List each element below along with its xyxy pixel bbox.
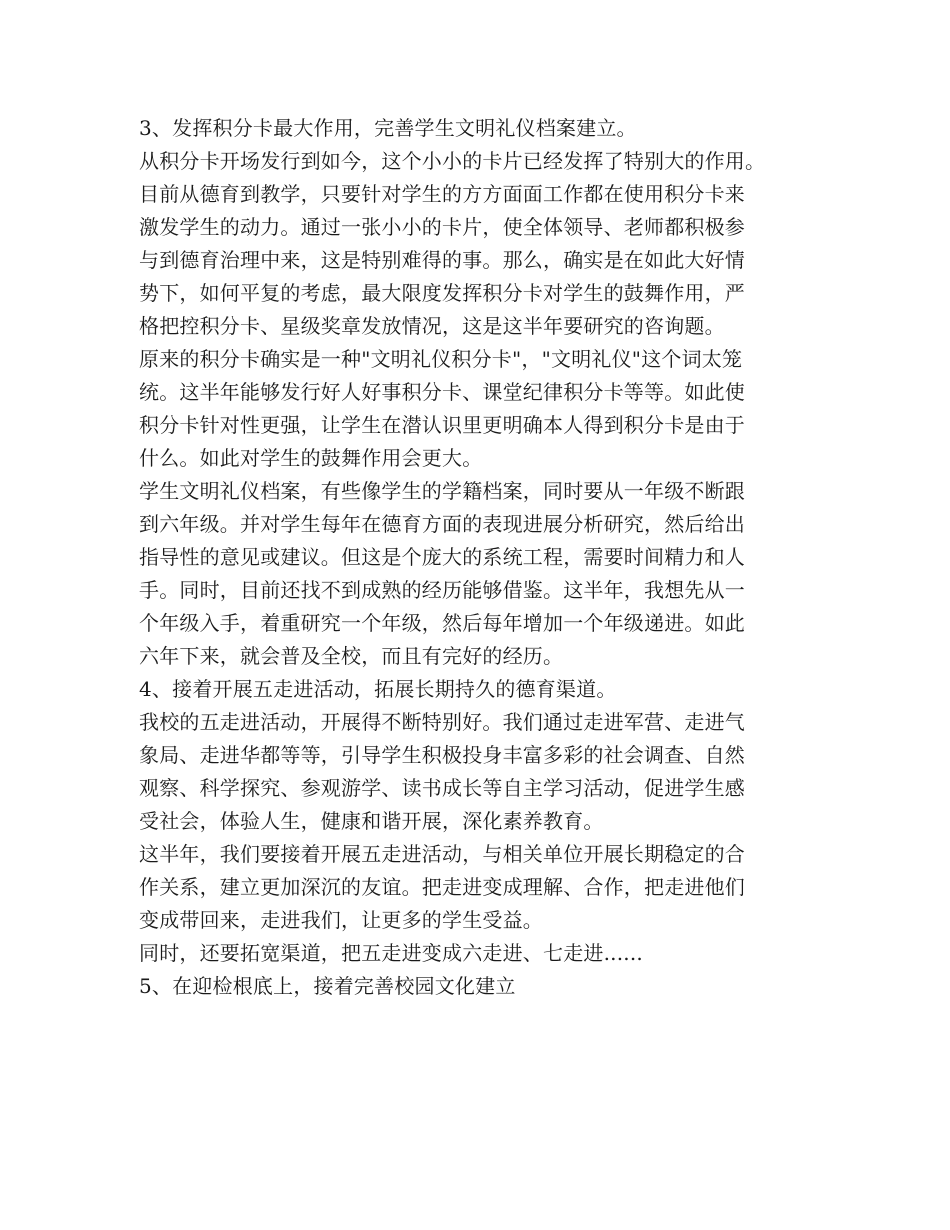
document-body [139, 112, 819, 1003]
text-line: 六年下来，就会普及全校，而且有完好的经历。 [139, 644, 564, 668]
text-line: 格把控积分卡、星级奖章发放情况，这是这半年要研究的咨询题。 [139, 314, 725, 338]
text-line: 积分卡针对性更强，让学生在潜认识里更明确本人得到积分卡是由于 [139, 413, 745, 437]
heading-4: 4、接着开展五走进活动，拓展长期持久的德育渠道。 [139, 677, 617, 701]
text-line: 学生文明礼仪档案，有些像学生的学籍档案，同时要从一年级不断跟 [139, 479, 745, 503]
text-line: 这半年，我们要接着开展五走进活动，与相关单位开展长期稳定的合 [139, 842, 745, 866]
text-line: 统。这半年能够发行好人好事积分卡、课堂纪律积分卡等等。如此使 [139, 380, 745, 404]
text-line: 什么。如此对学生的鼓舞作用会更大。 [139, 446, 483, 470]
text-line: 指导性的意见或建议。但这是个庞大的系统工程，需要时间精力和人 [139, 545, 745, 569]
text-line: 手。同时，目前还找不到成熟的经历能够借鉴。这半年，我想先从一 [139, 578, 745, 602]
text-line: 与到德育治理中来，这是特别难得的事。那么，确实是在如此大好情 [139, 248, 745, 272]
text-line: 势下，如何平复的考虑，最大限度发挥积分卡对学生的鼓舞作用，严 [139, 281, 745, 305]
text-line: 激发学生的动力。通过一张小小的卡片，使全体领导、老师都积极参 [139, 215, 745, 239]
text-line: 象局、走进华都等等，引导学生积极投身丰富多彩的社会调查、自然 [139, 743, 745, 767]
text-line: 从积分卡开场发行到如今，这个小小的卡片已经发挥了特别大的作用。 [139, 149, 766, 173]
text-line: 受社会，体验人生，健康和谐开展，深化素养教育。 [139, 809, 604, 833]
text-line: 目前从德育到教学，只要针对学生的方方面面工作都在使用积分卡来 [139, 182, 745, 206]
heading-3: 3、发挥积分卡最大作用，完善学生文明礼仪档案建立。 [139, 116, 637, 140]
text-line: 我校的五走进活动，开展得不断特别好。我们通过走进军营、走进气 [139, 710, 745, 734]
text-line: 个年级入手，着重研究一个年级，然后每年增加一个年级递进。如此 [139, 611, 745, 635]
text-line: 观察、科学探究、参观游学、读书成长等自主学习活动，促进学生感 [139, 776, 745, 800]
heading-5: 5、在迎检根底上，接着完善校园文化建立 [139, 974, 516, 998]
text-line: 原来的积分卡确实是一种"文明礼仪积分卡"，"文明礼仪"这个词太笼 [139, 347, 743, 371]
text-line: 到六年级。并对学生每年在德育方面的表现进展分析研究，然后给出 [139, 512, 745, 536]
text-line: 变成带回来，走进我们，让更多的学生受益。 [139, 908, 543, 932]
text-line: 作关系，建立更加深沉的友谊。把走进变成理解、合作，把走进他们 [139, 875, 745, 899]
text-line: 同时，还要拓宽渠道，把五走进变成六走进、七走进...... [139, 941, 643, 965]
